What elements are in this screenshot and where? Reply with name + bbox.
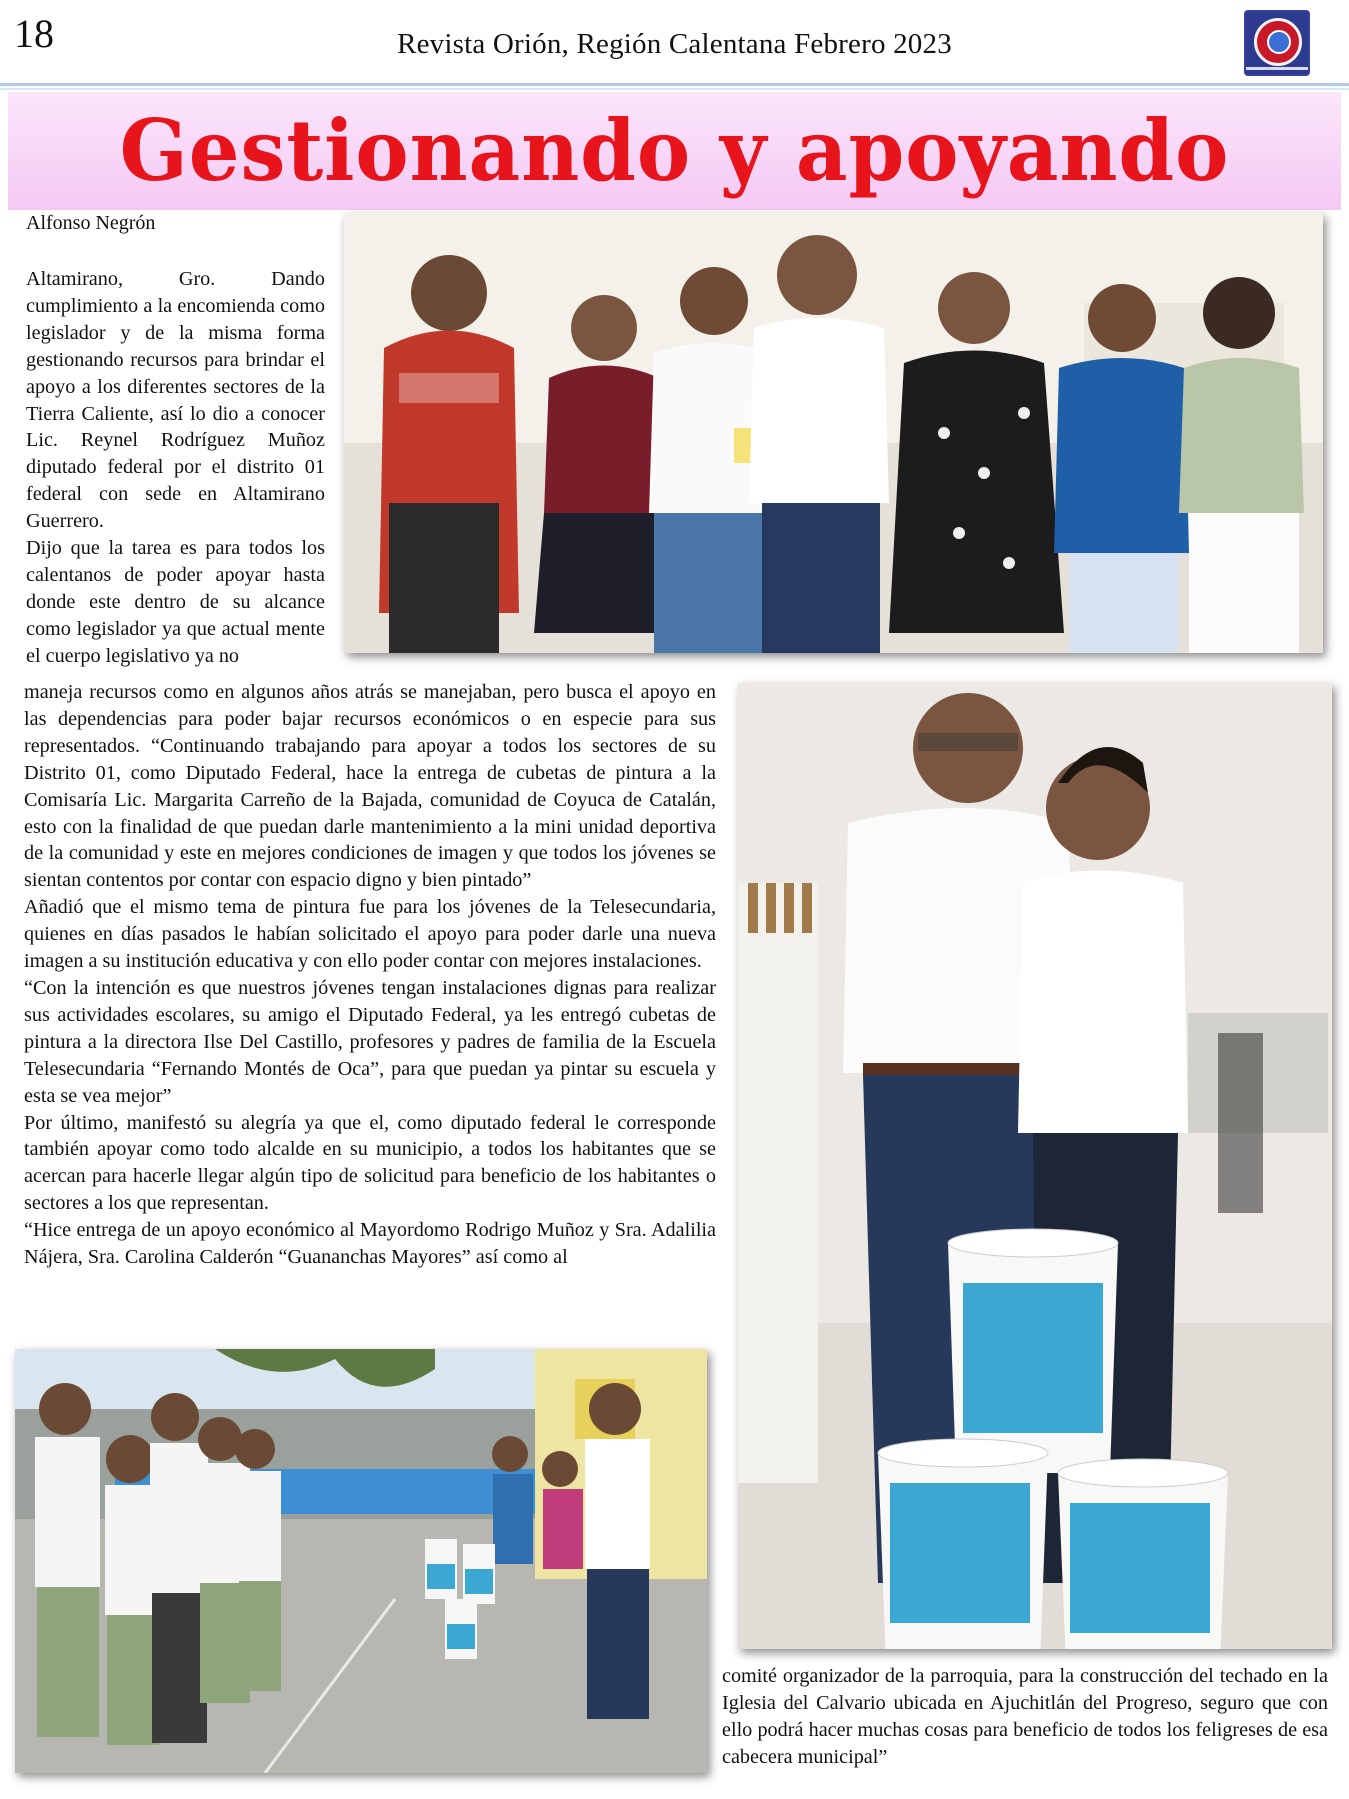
article-title: Gestionando y apoyando (119, 101, 1230, 200)
paint-buckets-photo (738, 683, 1332, 1649)
magazine-seal-logo-icon (1244, 10, 1310, 76)
body-paragraph: “Con la intención es que nuestros jóvenes tengan instalaciones dignas para realizar sus actividades escolares, su amigo el Diputado Federal, ya les entregó cubetas de pintura a la directora Ilse Del Castillo, profesores y padres de familia de la Escuela Telesecundaria “Fernando Montés de Oca”, para que puedan ya pintar su escuela y esta se vea mejor” (24, 976, 716, 1107)
body-paragraph: “Hice entrega de un apoyo económico al Mayordomo Rodrigo Muñoz y Sra. Adalilia Nájera, Sra. Carolina Calderón “Guananchas Mayores” así como al (24, 1219, 716, 1269)
header-divider (0, 83, 1349, 86)
closing-paragraph: comité organizador de la parroquia, para la construcción del techado en la Iglesia del Calvario ubicada en Ajuchitlán del Progreso, seguro que con ello podrá hacer muchas cosas para beneficio de todos los feligreses de esa cabecera municipal” (722, 1665, 1328, 1768)
body-paragraph: Añadió que el mismo tema de pintura fue para los jóvenes de la Telesecundaria, quienes en días pasados le habían solicitado el apoyo para poder darle una nueva imagen a su institución educativa y con ello poder contar con mejores instalaciones. (24, 896, 716, 973)
intro-column (26, 266, 325, 670)
closing-column (722, 1663, 1328, 1771)
header-divider-light (0, 88, 1349, 90)
author-byline: Alfonso Negrón (26, 212, 156, 234)
page-number: 18 (14, 11, 54, 56)
intro-paragraph: Dijo que la tarea es para todos los calentanos de poder apoyar hasta donde este dentro de su alcance como legislador ya que actual mente el cuerpo legislativo ya no (26, 537, 325, 667)
title-banner (8, 92, 1341, 210)
body-paragraph: maneja recursos como en algunos años atrás se manejaban, pero busca el apoyo en las dependencias para poder bajar recursos económicos o en especie para sus representados. “Continuando trabajando para apoyar a todos los sectores de su Distrito 01, como Diputado Federal, hace la entrega de cubetas de pintura a la Comisaría Lic. Margarita Carreño de la Bajada, comunidad de Coyuca de Catalán, esto con la finalidad de que puedan darle mantenimiento a la mini unidad deportiva de la comunidad y este en mejores condiciones de imagen y que todos los jóvenes se sientan contentos por contar con espacio digno y bien pintado” (24, 681, 716, 892)
schoolyard-photo-icon (15, 1349, 707, 1773)
group-portrait-photo (344, 213, 1323, 653)
main-column (24, 679, 716, 1271)
body-paragraph: Por último, manifestó su alegría ya que el, como diputado federal le corresponde también apoyar como todo alcalde en su municipio, a todos los habitantes que se acercan para hacerle llegar algún tipo de solicitud para beneficio de los habitantes o sectores a los que representan. (24, 1111, 716, 1215)
intro-paragraph: Altamirano, Gro. Dando cumplimiento a la encomienda como legislador y de la misma forma gestionando recursos para brindar el apoyo a los diferentes sectores de la Tierra Caliente, así lo dio a conocer Lic. Reynel Rodríguez Muñoz diputado federal por el distrito 01 federal con sede en Altamirano Guerrero. (26, 268, 325, 533)
magazine-issue-line: Revista Orión, Región Calentana Febrero 2023 (397, 28, 952, 60)
schoolyard-photo (15, 1349, 707, 1773)
group-portrait-photo-icon (344, 213, 1323, 653)
paint-buckets-photo-icon (738, 683, 1332, 1649)
page-header (0, 0, 1349, 86)
